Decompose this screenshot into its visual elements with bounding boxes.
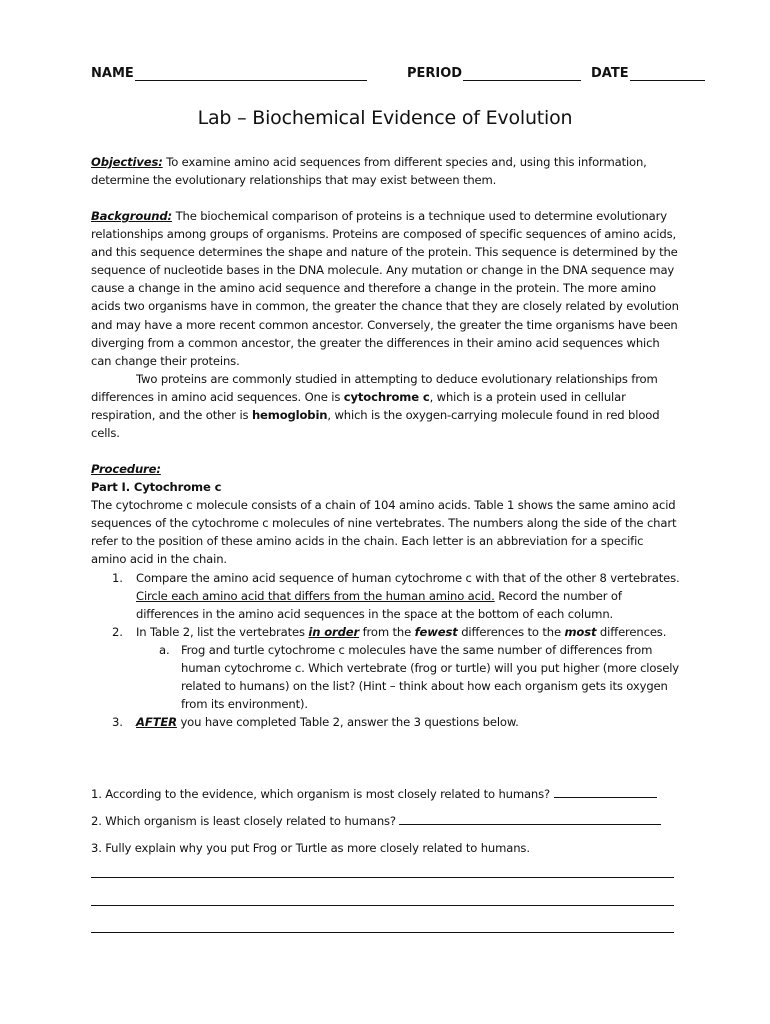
- period-label: PERIOD: [407, 66, 463, 81]
- question-2: [91, 812, 661, 830]
- step-2-text-b: from the: [359, 624, 415, 639]
- step-2-most: most: [564, 624, 597, 639]
- question-3-answer-line-3[interactable]: [91, 932, 674, 933]
- date-label: DATE: [591, 66, 629, 81]
- cytochrome-c-term: cytochrome c: [343, 389, 430, 404]
- step-2-fewest: fewest: [414, 624, 458, 639]
- period-field[interactable]: [407, 66, 581, 81]
- step-2: [91, 623, 681, 641]
- name-label: NAME: [91, 66, 134, 81]
- step-3-text: you have completed Table 2, answer the 3 questions below.: [176, 715, 519, 730]
- background-p2-text-a: Two proteins are commonly studied in attempting to deduce evolutionary relationships from differences in amino acid sequences. One is: [91, 371, 658, 404]
- step-3: [91, 713, 681, 731]
- procedure-section: [91, 460, 681, 731]
- background-p2-text-c: , which is the oxygen-carrying molecule found in red blood cells.: [91, 408, 660, 441]
- background-paragraph-2: [91, 370, 681, 442]
- step-1-text-b: Record the number of differences in the amino acid sequences in the space at the bottom of each column.: [136, 588, 622, 621]
- step-2a: [91, 641, 681, 713]
- header-row: [91, 66, 706, 88]
- step-2a-text: Frog and turtle cytochrome c molecules have the same number of differences from human cytochrome c. Which vertebrate (frog or turtle) will you put higher (more closely related to humans) on the list? (Hint – think about how each organism gets its oxygen from its environment).: [181, 642, 679, 712]
- background-p2-text-b: , which is a protein used in cellular respiration, and the other is: [91, 389, 626, 423]
- question-2-answer-blank[interactable]: [399, 814, 661, 825]
- hemoglobin-term: hemoglobin: [251, 408, 328, 423]
- name-field[interactable]: [91, 66, 367, 81]
- question-3-answer-line-1[interactable]: [91, 877, 674, 878]
- step-1-number: 1.: [112, 570, 123, 585]
- background-label: Background:: [91, 209, 173, 223]
- background-section: [91, 207, 681, 442]
- objectives-label: Objectives:: [91, 155, 163, 169]
- step-1: [91, 569, 681, 623]
- question-3-text: 3. Fully explain why you put Frog or Turtle as more closely related to humans.: [91, 841, 530, 855]
- objectives-text: To examine amino acid sequences from different species and, using this information, determine the evolutionary relationships that may exist between them.: [91, 155, 647, 188]
- step-1-underlined: Circle each amino acid that differs from the human amino acid.: [136, 588, 495, 603]
- question-2-text: 2. Which organism is least closely related to humans?: [91, 814, 400, 828]
- question-1-text: 1. According to the evidence, which organism is most closely related to humans?: [91, 787, 554, 801]
- date-blank-line[interactable]: [630, 66, 705, 81]
- date-field[interactable]: [591, 66, 705, 81]
- step-2a-letter: a.: [159, 642, 170, 657]
- page-title: Lab – Biochemical Evidence of Evolution: [197, 107, 573, 129]
- question-3-answer-line-2[interactable]: [91, 905, 674, 906]
- step-2-number: 2.: [112, 624, 123, 639]
- question-1: [91, 785, 657, 803]
- question-1-answer-blank[interactable]: [554, 787, 657, 798]
- period-blank-line[interactable]: [463, 66, 581, 81]
- step-1-text-a: Compare the amino acid sequence of human cytochrome c with that of the other 8 vertebrates.: [136, 570, 680, 585]
- part-title: Part I. Cytochrome c: [91, 480, 222, 495]
- background-paragraph-1: The biochemical comparison of proteins is a technique used to determine evolutionary relationships among groups of organisms. Proteins are composed of specific sequences of amino acids, and this sequence determines the shape and nature of the protein. This sequence is determined by the sequence of nucleotide bases in the DNA molecule. Any mutation or change in the DNA sequence may cause a change in the amino acid sequence and therefore a change in the protein. The more amino acids two organisms have in common, the greater the chance that they are closely related by evolution and may have a more recent common ancestor. Conversely, the greater the time organisms have been diverging from a common ancestor, the greater the differences in their amino acid sequences which can change their proteins.: [91, 209, 679, 368]
- step-2-text-a: In Table 2, list the vertebrates: [136, 624, 309, 639]
- step-2-text-c: differences to the: [457, 624, 565, 639]
- procedure-intro: The cytochrome c molecule consists of a chain of 104 amino acids. Table 1 shows the same amino acid sequences of the cytochrome c molecules of nine vertebrates. The numbers along the side of the chart refer to the position of these amino acids in the chain. Each letter is an abbreviation for a specific amino acid in the chain.: [91, 498, 677, 567]
- step-3-after: AFTER: [136, 715, 177, 730]
- objectives-section: [91, 153, 681, 189]
- question-3: [91, 839, 530, 857]
- name-blank-line[interactable]: [135, 66, 367, 81]
- step-2-text-d: differences.: [596, 624, 667, 639]
- step-2-in-order: in order: [308, 624, 360, 639]
- procedure-label: Procedure:: [91, 462, 161, 476]
- step-3-number: 3.: [112, 715, 123, 730]
